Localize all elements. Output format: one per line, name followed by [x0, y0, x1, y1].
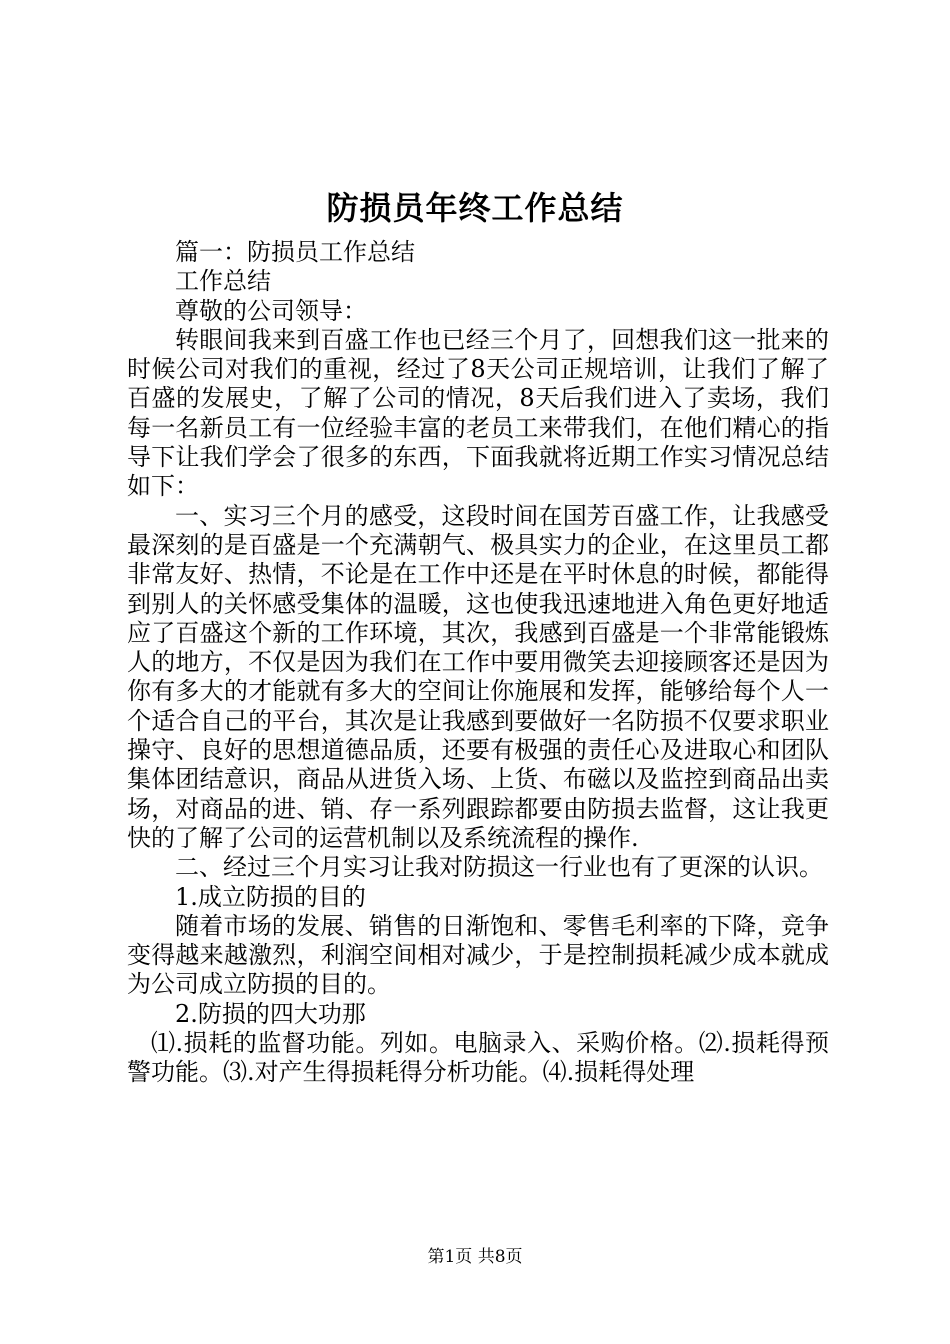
- paragraph-chapter-heading: 篇一：防损员工作总结: [175, 238, 415, 266]
- paragraph-item-one-heading: 1.成立防损的目的: [175, 882, 366, 911]
- paragraph-intro: 转眼间我来到百盛工作也已经三个月了，回想我们这一批来的时候公司对我们的重视，经过了8天公司正规培训，让我们了解了百盛的发展史，了解了公司的情况，8天后我们进入了卖场，我们每一名新员工有一位经验丰富的老员工来带我们，在他们精心的指导下让我们学会了很多的东西，下面我就将近期工作实习情况总结如下：: [127, 325, 829, 501]
- paragraph-subtitle: 工作总结: [175, 267, 271, 296]
- document-body: [127, 238, 829, 1088]
- page-footer: 第1页 共8页: [427, 1247, 523, 1267]
- paragraph-section-one: 一、实习三个月的感受，这段时间在国芳百盛工作，让我感受最深刻的是百盛是一个充满朝气、极具实力的企业，在这里员工都非常友好、热情，不论是在工作中还是在平时休息的时候，都能得到别人的关怀感受集体的温暖，这也使我迅速地进入角色更好地适应了百盛这个新的工作环境，其次，我感到百盛是一个非常能锻炼人的地方，不仅是因为我们在工作中要用微笑去迎接顾客还是因为你有多大的才能就有多大的空间让你施展和发挥，能够给每个人一个适合自己的平台，其次是让我感到要做好一名防损不仅要求职业操守、良好的思想道德品质，还要有极强的责任心及进取心和团队集体团结意识，商品从进货入场、上货、布磁以及监控到商品出卖场，对商品的进、销、存一系列跟踪都要由防损去监督，这让我更快的了解了公司的运营机制以及系统流程的操作.: [127, 501, 829, 852]
- paragraph-section-two: 二、经过三个月实习让我对防损这一行业也有了更深的认识。: [175, 853, 823, 882]
- paragraph-item-two-body: ⑴.损耗的监督功能。列如。电脑录入、采购价格。⑵.损耗得预警功能。⑶.对产生得损耗得分析功能。⑷.损耗得处理: [127, 1029, 829, 1087]
- document-title: 防损员年终工作总结: [326, 189, 624, 227]
- paragraph-item-two-heading: 2.防损的四大功那: [175, 999, 366, 1028]
- paragraph-salutation: 尊敬的公司领导：: [175, 296, 367, 325]
- paragraph-item-one-body: 随着市场的发展、销售的日渐饱和、零售毛利率的下降，竞争变得越来越激烈，利润空间相对减少，于是控制损耗减少成本就成为公司成立防损的目的。: [127, 911, 829, 999]
